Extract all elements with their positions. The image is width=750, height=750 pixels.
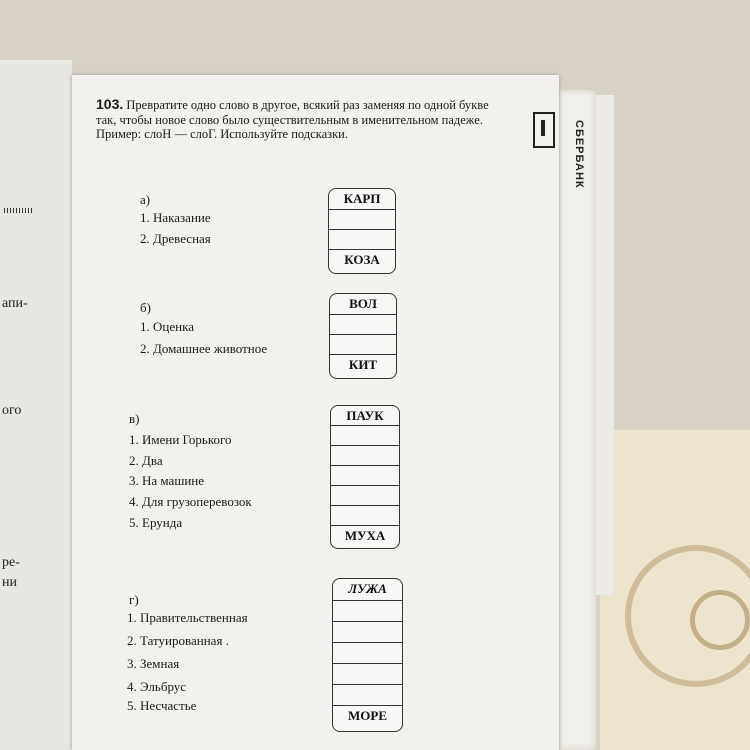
hint-item: 2. Татуированная .	[127, 633, 229, 648]
hint-item: 4. Эльбрус	[127, 679, 187, 694]
ladder-answer-cell[interactable]	[331, 486, 399, 506]
word-ladder	[328, 188, 396, 274]
hint-item: 3. Земная	[127, 656, 180, 671]
ladder-answer-cell[interactable]	[333, 685, 402, 706]
hint-item: 5. Ерунда	[129, 515, 183, 530]
section-label: г)	[129, 592, 139, 607]
ladder-start-word: ПАУК	[331, 406, 399, 426]
hint-item: 2. Два	[129, 453, 163, 468]
ladder-end-word: КИТ	[348, 357, 378, 372]
left-page	[0, 60, 72, 750]
pencil-icon	[533, 112, 555, 148]
section-label: б)	[140, 300, 151, 315]
ladder-answer-cell[interactable]	[333, 643, 402, 664]
ladder-answer-cell[interactable]	[331, 426, 399, 446]
left-page-fragment: ни	[2, 575, 17, 590]
ladder-end-word: МУХА	[344, 528, 386, 543]
word-ladder	[332, 578, 403, 732]
hint-item: 2. Домашнее животное	[140, 341, 268, 356]
ladder-answer-cell[interactable]	[333, 664, 402, 685]
left-page-fragment: ре-	[2, 555, 20, 570]
hint-item: 1. Наказание	[140, 210, 211, 225]
left-page-fragment: ого	[2, 403, 22, 418]
ladder-start-word: КАРП	[329, 189, 395, 210]
hint-item: 1. Оценка	[140, 319, 194, 334]
ladder-answer-cell[interactable]	[331, 446, 399, 466]
task-instructions: Превратите одно слово в другое, всякий раз заменяя по одной букве так, чтобы новое слово было существительным в именительном падеже. Пример: слоН — слоГ. Используйте подсказки.	[96, 98, 489, 141]
ladder-answer-cell[interactable]	[330, 335, 396, 355]
ladder-end-word: КОЗА	[344, 252, 380, 267]
ladder-answer-cell[interactable]	[330, 315, 396, 335]
ornament-center	[690, 590, 750, 650]
ladder-answer-cell[interactable]	[333, 601, 402, 622]
word-ladder	[329, 293, 397, 379]
word-ladder	[330, 405, 400, 549]
left-page-fragment: апи-	[2, 296, 28, 311]
left-page-mark	[4, 208, 34, 213]
ladder-answer-cell[interactable]	[329, 210, 395, 230]
hint-item: 4. Для грузоперевозок	[129, 494, 252, 509]
bank-tab: СБЕРБАНК	[573, 120, 585, 189]
task-text	[96, 97, 506, 142]
section-label: а)	[140, 192, 151, 207]
ladder-end-word: МОРЕ	[348, 708, 387, 723]
task-number: 103.	[96, 96, 124, 112]
ladder-answer-cell[interactable]	[333, 622, 402, 643]
hint-item: 1. Правительственная	[127, 610, 248, 625]
ladder-start-word: ЛУЖА	[333, 579, 402, 601]
ladder-start-word: ВОЛ	[330, 294, 396, 315]
hint-item: 1. Имени Горького	[129, 432, 232, 447]
hint-item: 2. Древесная	[140, 231, 211, 246]
hint-item: 5. Несчастье	[127, 698, 197, 713]
ladder-answer-cell[interactable]	[329, 230, 395, 250]
ladder-answer-cell[interactable]	[331, 506, 399, 526]
hint-item: 3. На машине	[129, 473, 205, 488]
section-label: в)	[129, 411, 140, 426]
ladder-answer-cell[interactable]	[331, 466, 399, 486]
